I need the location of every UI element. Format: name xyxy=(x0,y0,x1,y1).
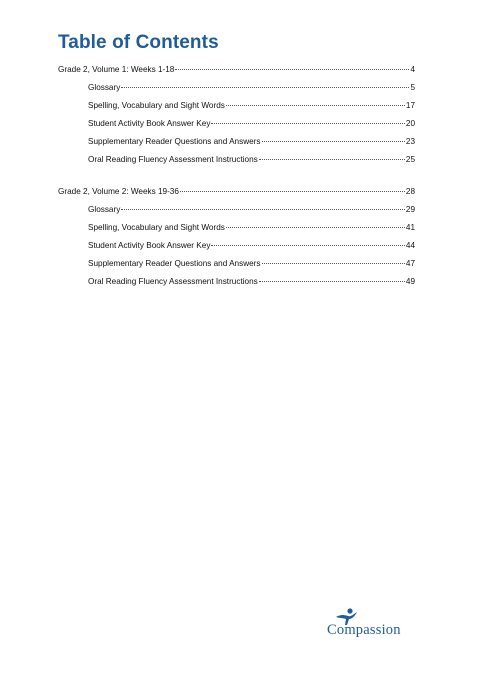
toc-entry-supplementary[interactable] xyxy=(58,136,415,154)
toc-entry-fluency[interactable] xyxy=(58,154,415,172)
toc-page-number: 28 xyxy=(405,187,415,196)
toc-page-number: 44 xyxy=(405,241,415,250)
dot-leader xyxy=(211,123,404,124)
logo-wordmark: Compassion xyxy=(327,622,401,638)
dot-leader xyxy=(259,281,405,282)
toc-entry-label: Oral Reading Fluency Assessment Instructions xyxy=(88,155,258,164)
toc-entry-label: Supplementary Reader Questions and Answers xyxy=(88,259,261,268)
dot-leader xyxy=(180,191,405,192)
page-title: Table of Contents xyxy=(58,32,219,53)
toc-entry-spelling[interactable] xyxy=(58,100,415,118)
table-of-contents xyxy=(58,64,415,300)
toc-section-volume-2 xyxy=(58,186,415,294)
toc-entry-label: Grade 2, Volume 1: Weeks 1-18 xyxy=(58,65,175,74)
toc-entry-volume-2[interactable] xyxy=(58,186,415,204)
toc-entry-label: Glossary xyxy=(88,83,121,92)
dot-leader xyxy=(121,87,409,88)
toc-page-number: 47 xyxy=(405,259,415,268)
dot-leader xyxy=(226,105,405,106)
section-spacer xyxy=(58,178,415,186)
toc-entry-label: Student Activity Book Answer Key xyxy=(88,119,211,128)
toc-entry-label: Student Activity Book Answer Key xyxy=(88,241,211,250)
toc-page-number: 25 xyxy=(405,155,415,164)
toc-entry-label: Supplementary Reader Questions and Answers xyxy=(88,137,261,146)
compassion-logo xyxy=(323,608,423,648)
toc-section-volume-1 xyxy=(58,64,415,172)
dot-leader xyxy=(262,263,405,264)
toc-page-number: 20 xyxy=(405,119,415,128)
dot-leader xyxy=(175,69,409,70)
toc-entry-answer-key[interactable] xyxy=(58,118,415,136)
toc-entry-label: Glossary xyxy=(88,205,121,214)
toc-entry-volume-1[interactable] xyxy=(58,64,415,82)
toc-page-number: 4 xyxy=(410,65,415,74)
toc-page-number: 29 xyxy=(405,205,415,214)
toc-entry-answer-key[interactable] xyxy=(58,240,415,258)
dot-leader xyxy=(121,209,405,210)
dot-leader xyxy=(211,245,404,246)
toc-page-number: 17 xyxy=(405,101,415,110)
toc-entry-fluency[interactable] xyxy=(58,276,415,294)
toc-entry-label: Spelling, Vocabulary and Sight Words xyxy=(88,223,225,232)
toc-entry-label: Spelling, Vocabulary and Sight Words xyxy=(88,101,225,110)
toc-entry-glossary[interactable] xyxy=(58,204,415,222)
toc-page-number: 49 xyxy=(405,277,415,286)
toc-page-number: 23 xyxy=(405,137,415,146)
toc-entry-spelling[interactable] xyxy=(58,222,415,240)
dot-leader xyxy=(259,159,405,160)
toc-entry-supplementary[interactable] xyxy=(58,258,415,276)
dot-leader xyxy=(226,227,405,228)
toc-page-number: 5 xyxy=(410,83,415,92)
toc-page-number: 41 xyxy=(405,223,415,232)
toc-entry-label: Oral Reading Fluency Assessment Instructions xyxy=(88,277,258,286)
toc-entry-glossary[interactable] xyxy=(58,82,415,100)
toc-entry-label: Grade 2, Volume 2: Weeks 19-36 xyxy=(58,187,179,196)
dot-leader xyxy=(262,141,405,142)
